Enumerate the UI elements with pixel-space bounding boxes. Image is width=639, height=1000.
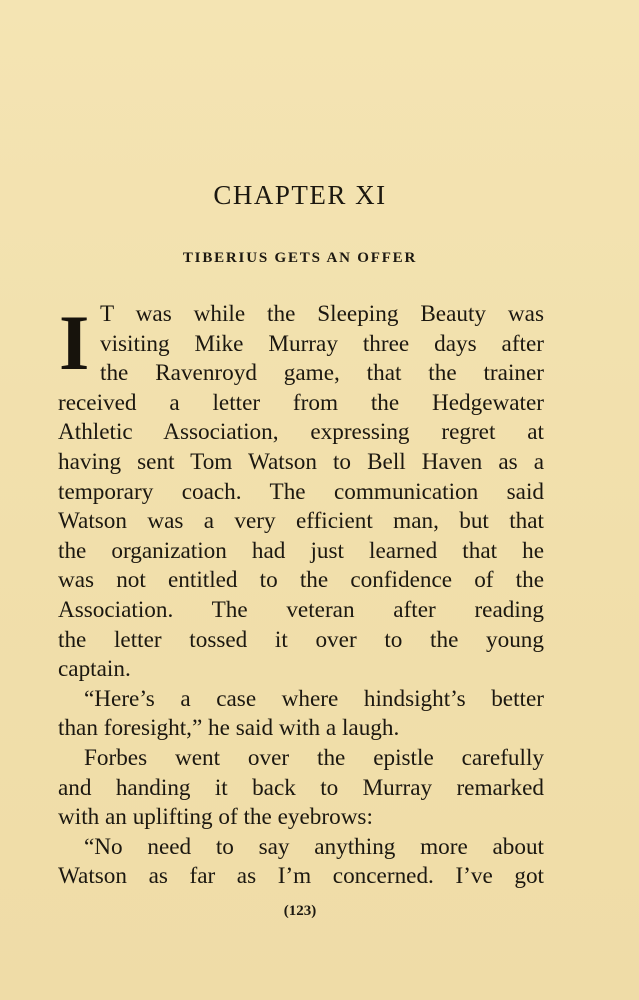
text-line: the organization had just learned that he bbox=[58, 537, 544, 564]
text-line: “No need to say anything more about bbox=[84, 833, 544, 860]
text-line: Association. The veteran after reading bbox=[58, 596, 544, 623]
text-line: Athletic Association, expressing regret at bbox=[58, 419, 544, 446]
text-line: the Ravenroyd game, that the trainer bbox=[100, 360, 544, 387]
text-line: visiting Mike Murray three days after bbox=[100, 330, 544, 357]
chapter-subtitle: TIBERIUS GETS AN OFFER bbox=[182, 250, 418, 266]
text-line: with an uplifting of the eyebrows: bbox=[58, 804, 373, 831]
text-line: T was while the Sleeping Beauty was bbox=[100, 301, 544, 327]
text-line: captain. bbox=[58, 656, 131, 683]
text-line: was not entitled to the confidence of the bbox=[58, 567, 544, 594]
drop-cap: I bbox=[59, 299, 90, 386]
text-line: the letter tossed it over to the young bbox=[58, 626, 544, 653]
text-line: Watson as far as I’m concerned. I’ve got bbox=[58, 863, 544, 890]
text-line: having sent Tom Watson to Bell Haven as a bbox=[58, 448, 544, 475]
chapter-body-text bbox=[58, 300, 544, 892]
text-line: “Here’s a case where hindsight’s better bbox=[84, 685, 544, 712]
page-number: (123) bbox=[283, 903, 317, 919]
text-line: than foresight,” he said with a laugh. bbox=[58, 715, 400, 742]
text-line: temporary coach. The communication said bbox=[58, 478, 544, 505]
text-line: Forbes went over the epistle carefully bbox=[84, 744, 544, 771]
chapter-heading: CHAPTER XI bbox=[213, 180, 387, 210]
text-line: and handing it back to Murray remarked bbox=[58, 774, 544, 801]
text-line: Watson was a very efficient man, but that bbox=[58, 508, 544, 535]
text-line: received a letter from the Hedgewater bbox=[58, 389, 544, 416]
